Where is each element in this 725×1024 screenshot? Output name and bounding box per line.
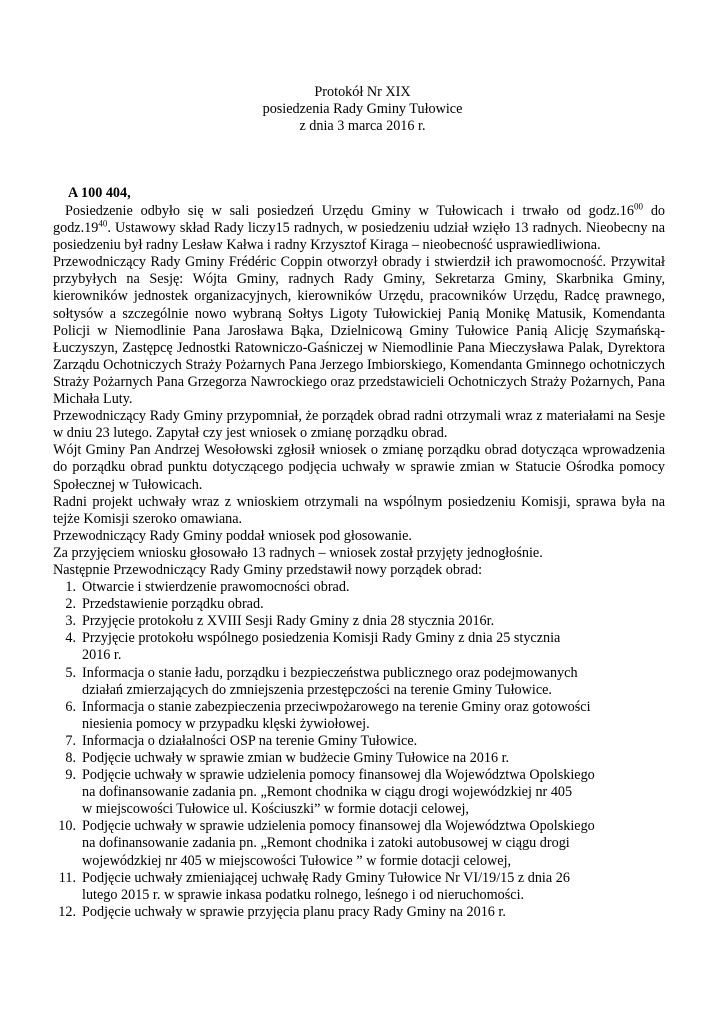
body-paragraph: Przewodniczący Rady Gminy poddał wniosek pod głosowanie. <box>53 527 412 544</box>
agenda-item-text <box>80 596 665 613</box>
agenda-item <box>53 630 665 664</box>
agenda-item-line: Przyjęcie protokołu z XVIII Sesji Rady Gminy z dnia 28 stycznia 2016r. <box>82 613 495 630</box>
agenda-item-number: 9. <box>65 767 76 784</box>
agenda-item <box>53 579 665 596</box>
agenda-item-line: Podjęcie uchwały w sprawie zmian w budżecie Gminy Tułowice na 2016 r. <box>82 750 510 766</box>
agenda-item-line: Podjęcie uchwały w sprawie przyjęcia planu pracy Rady Gminy na 2016 r. <box>82 903 506 920</box>
agenda-item-text <box>80 665 665 699</box>
agenda-item-line: Informacja o działalności OSP na terenie Gminy Tułowice. <box>82 732 418 749</box>
agenda-item-line: Przedstawienie porządku obrad. <box>82 596 264 613</box>
agenda-item-number: 10. <box>58 818 76 835</box>
protocol-title: Protokół Nr XIX <box>314 84 411 100</box>
agenda-item-line: na dofinansowanie zadania pn. „Remont chodnika i zatoki autobusowej w ciągu drogi <box>82 835 570 852</box>
agenda-item-text <box>80 579 665 596</box>
agenda-item-line: niesienia pomocy w przypadku klęski żywiołowej. <box>82 715 370 732</box>
agenda-item <box>53 767 665 818</box>
intro-sup-2: 40 <box>98 218 108 229</box>
agenda-item-text <box>80 767 665 818</box>
agenda-item-text <box>80 733 665 750</box>
agenda-item-number: 7. <box>65 732 76 749</box>
agenda-item-line: Informacja o stanie zabezpieczenia przeciwpożarowego na terenie Gminy oraz gotowości <box>82 698 591 715</box>
agenda-item-text <box>80 870 665 904</box>
intro-text-2: do godz.19 <box>53 203 666 237</box>
agenda-item-line: Informacja o stanie ładu, porządku i bezpieczeństwa publicznego oraz podejmowanych <box>82 664 578 681</box>
intro-text-1: Posiedzenie odbyło się w sali posiedzeń Urzędu Gminy w Tułowicach i trwało od godz.16 <box>65 203 634 219</box>
body-paragraph: Za przyjęciem wniosku głosowało 13 radnych – wniosek został przyjęty jednogłośnie. <box>53 544 543 561</box>
agenda-item <box>53 613 665 630</box>
agenda-item-number: 4. <box>65 630 76 647</box>
agenda-item-line: 2016 r. <box>82 647 122 664</box>
agenda-item-line: lutego 2015 r. w sprawie inkasa podatku rolnego, leśnego i od nieruchomości. <box>82 886 525 903</box>
agenda-item <box>53 596 665 613</box>
agenda-item <box>53 750 665 767</box>
agenda-item <box>53 818 665 869</box>
agenda-item-number: 2. <box>65 596 76 613</box>
agenda-item-line: Podjęcie uchwały zmieniającej uchwałę Rady Gminy Tułowice Nr VI/19/15 z dnia 26 <box>82 869 570 886</box>
agenda-item-line: w miejscowości Tułowice ul. Kościuszki” w formie dotacji celowej, <box>82 801 469 818</box>
agenda-item-line: Podjęcie uchwały w sprawie udzielenia pomocy finansowej dla Województwa Opolskiego <box>82 818 595 835</box>
agenda-item-line: Otwarcie i stwierdzenie prawomocności obrad. <box>82 579 350 596</box>
paragraphs <box>53 254 665 579</box>
agenda-item <box>53 665 665 699</box>
intro-text-3: . Ustawowy skład Rady liczy15 radnych, w posiedzeniu udział wzięło 13 radnych. Nieobecny na posiedzeniu był radny Lesław Kałwa i radny Krzysztof Kiraga – nieobecność usprawiedliwiona. <box>53 220 665 254</box>
agenda-item-number: 5. <box>65 664 76 681</box>
intro-paragraph <box>53 203 665 254</box>
intro-sup-1: 00 <box>633 201 643 212</box>
agenda-item-text <box>80 818 665 869</box>
agenda-item-number: 11. <box>58 869 76 886</box>
agenda-item <box>53 699 665 733</box>
agenda-item-line: wojewódzkiej nr 405 w miejscowości Tułowice ” w formie dotacji celowej, <box>82 852 512 869</box>
agenda-item-number: 8. <box>65 750 76 766</box>
body-paragraph: Wójt Gminy Pan Andrzej Wesołowski zgłosił wniosek o zmianę porządku obrad dotycząca wprowadzenia do porządku obrad punktu dotyczącego podjęcia uchwały w sprawie zmian w Statucie Ośrodka pomocy Społecznej w Tułowicach. <box>53 442 665 493</box>
agenda-item-text <box>80 613 665 630</box>
body-paragraph: Przewodniczący Rady Gminy przypomniał, że porządek obrad radni otrzymali wraz z materiałami na Sesje w dniu 23 lutego. Zapytał czy jest wniosek o zmianę porządku obrad. <box>53 408 665 442</box>
protocol-date: z dnia 3 marca 2016 r. <box>299 118 426 134</box>
agenda-list <box>53 579 665 921</box>
agenda-item-text <box>80 904 665 921</box>
agenda-item-number: 1. <box>65 579 76 596</box>
document-header <box>0 84 725 135</box>
agenda-item-number: 3. <box>65 613 76 630</box>
agenda-item-line: Podjęcie uchwały w sprawie udzielenia pomocy finansowej dla Województwa Opolskiego <box>82 767 595 784</box>
document-body <box>53 203 665 921</box>
agenda-item <box>53 904 665 921</box>
agenda-item-number: 12. <box>58 903 76 920</box>
agenda-item <box>53 733 665 750</box>
reference-number: A 100 404, <box>68 185 131 201</box>
agenda-item-text <box>80 750 665 767</box>
body-paragraph: Następnie Przewodniczący Rady Gminy przedstawił nowy porządek obrad: <box>53 561 483 578</box>
agenda-item-line: na dofinansowanie zadania pn. „Remont chodnika w ciągu drogi wojewódzkiej nr 405 <box>82 784 573 801</box>
agenda-item-line: Przyjęcie protokołu wspólnego posiedzenia Komisji Rady Gminy z dnia 25 stycznia <box>82 630 561 647</box>
agenda-item-text <box>80 630 665 664</box>
agenda-item-line: działań zmierzających do zmniejszenia przestępczości na terenie Gminy Tułowice. <box>82 681 552 698</box>
agenda-item <box>53 870 665 904</box>
agenda-item-number: 6. <box>65 698 76 715</box>
protocol-subtitle: posiedzenia Rady Gminy Tułowice <box>262 101 463 117</box>
body-paragraph: Przewodniczący Rady Gminy Frédéric Coppin otworzył obrady i stwierdził ich prawomocność. Przywitał przybyłych na Sesję: Wójta Gminy, radnych Rady Gminy, Sekretarza Gminy, Skarbnika Gminy, kierowników jednostek organizacyjnych, kierowników Urzędu, pracowników Urzędu, Radcę prawnego, sołtysów a szczególnie nowo wybraną Sołtys Ligoty Tułowickiej Panią Monikę Matusik, Komendanta Policji w Niemodlinie Pana Jarosława Bąka, Dzielnicową Gminy Tułowice Panią Alicję Szymańską-Łuczyszyn, Zastępcę Jednostki Ratowniczo-Gaśniczej w Niemodlinie Pana Mieczysława Palak, Dyrektora Zarządu Ochotniczych Straży Pożarnych Pana Jerzego Imbiorskiego, Komendanta Gminnego ochotniczych Straży Pożarnych Pana Grzegorza Nawrockiego oraz przedstawicieli Ochotniczych Straży Pożarnych, Pana Michała Luty. <box>53 254 665 408</box>
body-paragraph: Radni projekt uchwały wraz z wnioskiem otrzymali na wspólnym posiedzeniu Komisji, sprawa była na tejże Komisji szeroko omawiana. <box>53 493 665 527</box>
agenda-item-text <box>80 699 665 733</box>
